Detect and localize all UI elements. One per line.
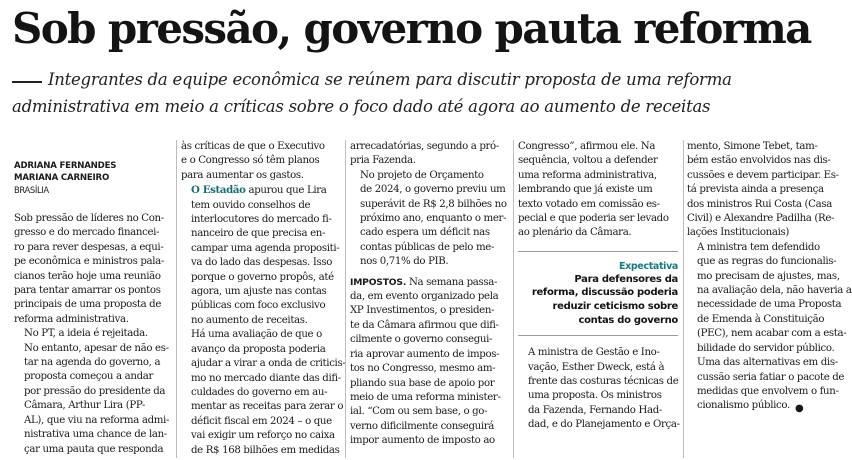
byline (14, 160, 174, 184)
text-line: públicas com foco exclusivo (191, 300, 326, 312)
text-line: tar na agenda do governo, a (24, 357, 161, 369)
text-line: tá prevista ainda a presença (687, 184, 824, 196)
text-line: (PEC), nem acabar com a esta- (697, 328, 847, 340)
text-line: gresso e do mercado financei- (14, 227, 160, 239)
text-line: reforma, discussão poderia (531, 287, 678, 299)
text-line: pria Fazenda. (350, 155, 416, 167)
deck-line (12, 66, 842, 93)
text-line: pe econômica e ministros pala- (14, 256, 164, 268)
pull-quote (518, 251, 678, 336)
text-line: avanço da proposta poderia (191, 343, 326, 355)
column-divider (345, 140, 346, 458)
text-line: da, em evento organizado pela (350, 291, 499, 303)
text-line: de Emenda à Constituição (697, 313, 825, 325)
section-kicker: IMPOSTOS. (350, 276, 407, 288)
column-5 (687, 140, 852, 414)
text-line: impor aumento de imposto ao (350, 435, 495, 447)
text-line: para aumentar os gastos. (181, 169, 304, 181)
text-line: principais de uma proposta de (14, 299, 162, 311)
text-line: Para defensores da (574, 273, 678, 285)
paragraph-rest (350, 290, 510, 448)
text-line: próximo ano, enquanto o mer- (360, 213, 507, 225)
text-line: cionalismo público. (697, 400, 790, 412)
text-line: cussões e devem participar. Es- (687, 169, 839, 181)
paragraph (350, 276, 510, 449)
text-line: tem ouvido conselhos de (191, 199, 311, 211)
paragraph (14, 327, 174, 341)
text-line: arrecadatórias, segundo a pró- (350, 141, 499, 152)
text-line: frente das costuras técnicas de (528, 376, 679, 388)
text-line: de 2024, o governo previu um (360, 184, 506, 196)
headline: Sob pressão, governo pauta reforma (12, 4, 811, 53)
column-2 (181, 140, 346, 458)
paragraph (518, 346, 678, 432)
text-line: ial. “Com ou sem base, o go- (350, 406, 488, 418)
text-line: cianos terão hoje uma reunião (14, 270, 161, 282)
text-line: XP Investimentos, o presiden- (350, 305, 495, 317)
deck-rule (12, 81, 42, 83)
end-mark-icon: ● (795, 403, 804, 414)
text-line: ro para rever despesas, a equi- (14, 241, 164, 253)
text-line: Congresso”, afirmou ele. Na (518, 141, 656, 152)
text-line: bém estão envolvidos nas dis- (687, 155, 831, 167)
text-line: lações Institucionais) (687, 227, 789, 239)
paragraph (350, 169, 510, 270)
text-line: contas do governo (578, 314, 678, 326)
text-line: pliando sua base de apoio por (350, 377, 495, 389)
text-line: cilmente o governo consegui- (350, 334, 493, 346)
author-name: ADRIANA FERNANDES (14, 161, 117, 171)
text-line: cussão seria fatiar o pacote de (697, 371, 845, 383)
text-line: contas públicas de pelo me- (360, 241, 495, 253)
text-line: nanceiro de que precisa en- (191, 228, 326, 240)
text-line: bilidade do servidor público. (697, 342, 835, 354)
column-1 (14, 140, 174, 457)
text-line: uma proposta. Os ministros (528, 390, 662, 402)
text-line: porque o governo propôs, até (191, 271, 334, 283)
pull-quote-text (518, 273, 678, 327)
text-line: va do lado das despesas. Isso (191, 257, 333, 269)
text-line: ao plenário da Câmara. (518, 227, 632, 239)
text-line: Há uma avaliação de que o (191, 329, 322, 341)
pull-quote-tag: Expectativa (619, 260, 678, 272)
text-line (350, 276, 510, 290)
column-3 (350, 140, 510, 449)
paragraph (687, 140, 847, 241)
text-line: tos no Congresso, mesmo am- (350, 363, 496, 375)
column-divider (513, 140, 514, 458)
text-line: Uma das alternativas em dis- (697, 357, 838, 369)
text-line: da Fazenda, Fernando Had- (528, 404, 662, 416)
text-line: déficit fiscal em 2024 – o que (191, 415, 332, 427)
text-line: mentar as receitas para zerar o (191, 401, 344, 413)
text-line: AL), que viu na reforma admi- (24, 414, 170, 426)
text-line: culdades do governo em au- (191, 386, 328, 398)
text-line: Sob pressão de líderes no Con- (14, 213, 164, 224)
text-line: cado espera um déficit nas (360, 227, 490, 239)
paragraph (14, 212, 174, 327)
text-line: meio de uma reforma minister- (350, 391, 501, 403)
paragraph (181, 328, 346, 458)
text-line: superávit de R$ 2,8 bilhões no (360, 198, 507, 210)
text-line: campar uma agenda propositi- (191, 242, 340, 254)
text-line: texto votado em comissão es- (518, 198, 660, 210)
text-line: nos 0,71% do PIB. (360, 256, 449, 268)
deck-line-1: Integrantes da equipe econômica se reúnem para discutir proposta de uma reforma (48, 70, 732, 89)
paragraph-body (687, 241, 852, 414)
text-line: No PT, a ideia é rejeitada. (24, 328, 148, 340)
text-line: na avaliação dela, não haveria a (697, 285, 852, 297)
dateline-city: BRASÍLIA (14, 185, 49, 195)
text-line: vai exigir um reforço no caixa (191, 430, 335, 442)
text-line: mento, Simone Tebet, tam- (687, 141, 818, 152)
column-divider (683, 140, 684, 458)
deck (12, 66, 842, 120)
text-line: No projeto de Orçamento (360, 169, 484, 181)
text-line: pecial e que poderia ser levado (518, 213, 669, 225)
text-line: reduzir ceticismo sobre (552, 301, 678, 313)
text-line: Câmara, Arthur Lira (PP- (24, 400, 145, 412)
text-line: verno dificilmente conseguirá (350, 420, 495, 432)
text-line: uma reforma administrativa, (518, 169, 657, 181)
column-4 (518, 140, 678, 433)
text-line: nistrativa uma chance de lan- (24, 429, 167, 441)
text-line: agora, um ajuste nas contas (191, 286, 327, 298)
text-fragment: apurou que Lira (245, 185, 327, 197)
text-line: çar uma pauta que responda (24, 443, 164, 455)
deck-line: administrativa em meio a críticas sobre o foco dado até agora ao aumento de receitas (12, 97, 711, 116)
text-line: necessidade de uma Proposta (697, 299, 842, 311)
text-line: lembrando que já existe um (518, 184, 653, 196)
paragraph (518, 140, 678, 241)
text-line: dos ministros Rui Costa (Casa (687, 198, 832, 210)
text-line: Civil) e Alexandre Padilha (Re- (687, 213, 835, 225)
text-line: interlocutores do mercado fi- (191, 214, 332, 226)
author-name: MARIANA CARNEIRO (14, 173, 110, 183)
text-line: reforma administrativa. (14, 313, 129, 325)
text-line: para tentar amarrar os pontos (14, 285, 161, 297)
paragraph (687, 241, 852, 414)
paragraph (350, 140, 510, 169)
text-line: vação, Esther Dweck, está à (528, 361, 665, 373)
text-line: No entanto, apesar de não es- (24, 342, 169, 354)
text-line: e o Congresso só têm planos (181, 155, 320, 167)
text-line: que as regras do funcionalis- (697, 256, 837, 268)
text-line: A ministra tem defendido (697, 241, 820, 253)
text-line: por pressão do presidente da (24, 385, 166, 397)
text-line: medidas que envolvem o fun- (697, 385, 839, 397)
text-line: sequência, voltou a defender (518, 155, 658, 167)
column-divider (176, 140, 177, 458)
text-line (181, 183, 341, 198)
paragraph (181, 140, 341, 183)
brand-name: O Estadão (191, 184, 246, 197)
text-line: ria aprovar aumento de impos- (350, 348, 500, 360)
text-line: mo precisam de ajustes, mas, (697, 270, 840, 282)
text-line: às críticas de que o Executivo (181, 141, 325, 152)
text-line: proposta começou a andar (24, 371, 153, 383)
text-line: de R$ 168 bilhões em medidas (191, 444, 340, 456)
paragraph (14, 342, 174, 457)
text-line: A ministra de Gestão e Ino- (528, 347, 660, 359)
text-line: ajudar a virar a onda de criticis- (191, 358, 346, 370)
paragraph-rest (181, 199, 341, 329)
text-line: no aumento de receitas. (191, 314, 308, 326)
text-line: mo no mercado diante das difi- (191, 372, 341, 384)
text-line: dad, e do Planejamento e Orça- (528, 419, 680, 431)
text-line: te da Câmara afirmou que difi- (350, 319, 499, 331)
paragraph (181, 183, 341, 328)
text-fragment: Na semana passa- (406, 276, 498, 288)
